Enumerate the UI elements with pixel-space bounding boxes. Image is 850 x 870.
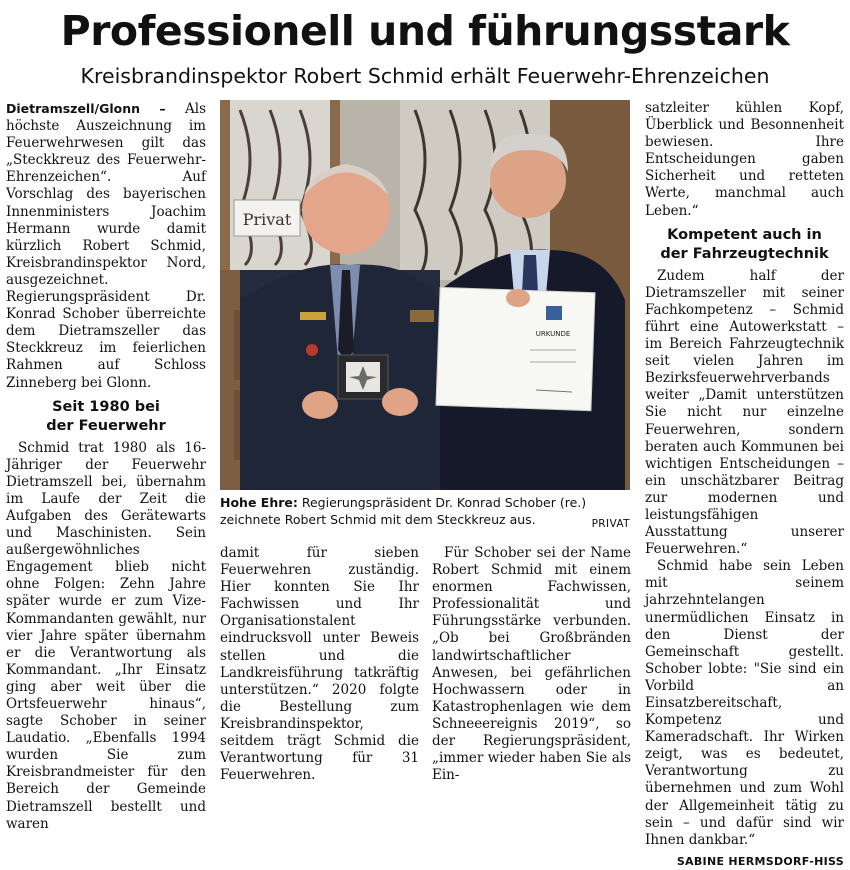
article-column-4 [645, 100, 844, 868]
author-byline: SABINE HERMSDORF-HISS [676, 854, 844, 868]
subhead-since-1980-line2: der Feuerwehr [46, 417, 166, 434]
article-column-1 [6, 100, 206, 832]
subhead-since-1980 [6, 398, 206, 436]
subheadline: Kreisbrandinspektor Robert Schmid erhält Feuerwehr-Ehrenzeichen [80, 64, 770, 88]
caption-credit-row [220, 512, 630, 530]
award-photo [220, 100, 630, 490]
caption-text: Regierungspräsident Dr. Konrad Schober (re.) zeichnete Robert Schmid mit dem Steckkreuz aus. [220, 495, 587, 527]
dateline: Dietramszell/Glonn – [6, 101, 166, 116]
privat-sign-text: Privat [242, 210, 292, 229]
caption-lead: Hohe Ehre: [220, 495, 298, 510]
column1-paragraph-2: Schmid trat 1980 als 16-Jähriger der Feuerwehr Dietramszell bei, übernahm im Laufe der Zeit die Aufgaben des Gerätewarts und Maschinisten. Sein außergewöhnliches Engagement blieb nicht ohne Folgen: Zehn Jahre später wurde er zum Vize-Kommandanten gewählt, nur vier Jahre später übernahm er die Verantwortung als Kommandant. „Ihr Einsatz ging aber weit über die Ortsfeuerwehr hinaus“, sagte Schober in seiner Laudatio. „Ebenfalls 1994 wurden Sie zum Kreisbrandmeister für den Bereich der Gemeinde Dietramszell bestellt und waren [6, 439, 206, 832]
intro-paragraph [6, 100, 206, 392]
photo-credit: PRIVAT [591, 518, 630, 530]
photo-illustration [220, 100, 630, 490]
subhead-vehicle-tech-line1: Kompetent auch in [667, 226, 822, 243]
column4-paragraph-1: satzleiter kühlen Kopf, Überblick und Besonnenheit bewiesen. Ihre Entscheidungen gaben Sicherheit und retteten Werte, manchmal auch Leben.“ [645, 100, 844, 219]
column4-paragraph-3: Schmid habe sein Leben mit seinem jahrzehntelangen unermüdlichen Einsatz in den Dienst der Gemeinschaft gestellt. Schober lobte: "Sie sind ein Vorbild an Einsatzbereitschaft, Kompetenz und Kameradschaft. Ihr Wirken zeigt, was es bedeutet, Verantwortung zu übernehmen und zum Wohl der Allgemeinheit tätig zu sein – und dafür sind wir Ihnen dankbar.“ [645, 558, 844, 848]
intro-text: Als höchste Auszeichnung im Feuerwehrwesen gilt das „Steckkreuz des Feuerwehr-Ehrenzeichen“. Auf Vorschlag des bayerischen Innenministers Joachim Hermann wurde damit kürzlich Robert Schmid, Kreisbrandinspektor Nord, ausgezeichnet. Regierungspräsident Dr. Konrad Schober überreichte dem Dietramszeller das Steckkreuz im feierlichen Rahmen auf Schloss Zinneberg bei Glonn. [6, 101, 206, 391]
article-column-3 [432, 545, 631, 784]
subhead-vehicle-tech [645, 226, 844, 264]
headline: Professionell und führungsstark [60, 7, 790, 55]
subhead-vehicle-tech-line2: der Fahrzeugtechnik [660, 245, 829, 262]
column2-text: damit für sieben Feuerwehren zuständig. Hier konnten Sie Ihr Fachwissen und Ihr Organisationstalent eindrucksvoll unter Beweis stellen und die Landkreisführung tatkräftig unterstützen.“ 2020 folgte die Bestellung zum Kreisbrandinspektor, seitdem trägt Schmid die Verantwortung für 31 Feuerwehren. [220, 545, 419, 784]
column3-text: Für Schober sei der Name Robert Schmid mit einem enormen Fachwissen, Professionalität und Führungsstärke verbunden. „Ob bei Großbränden landwirtschaftlicher Anwesen, bei gefährlichen Hochwassern oder in Katastrophenlagen wie dem Schneeereignis 2019“, so der Regierungspräsident, „immer wieder haben Sie als Ein- [432, 545, 631, 784]
article-column-2 [220, 545, 419, 784]
subhead-since-1980-line1: Seit 1980 bei [52, 398, 160, 415]
certificate-title: URKUNDE [535, 330, 571, 338]
column4-paragraph-2: Zudem half der Dietramszeller mit seiner Fachkompetenz – Schmid führt eine Autowerkstatt – im Bereich Fahrzeugtechnik seit vielen Jahren im Bezirksfeuerwehrverbands weiter „Damit unterstützen Sie nicht nur einzelne Feuerwehren, sondern beraten auch Kommunen bei wichtigen Entscheidungen – ein unschätzbarer Beitrag zur modernen und leistungsfähigen Ausstattung unserer Feuerwehren.“ [645, 267, 844, 558]
